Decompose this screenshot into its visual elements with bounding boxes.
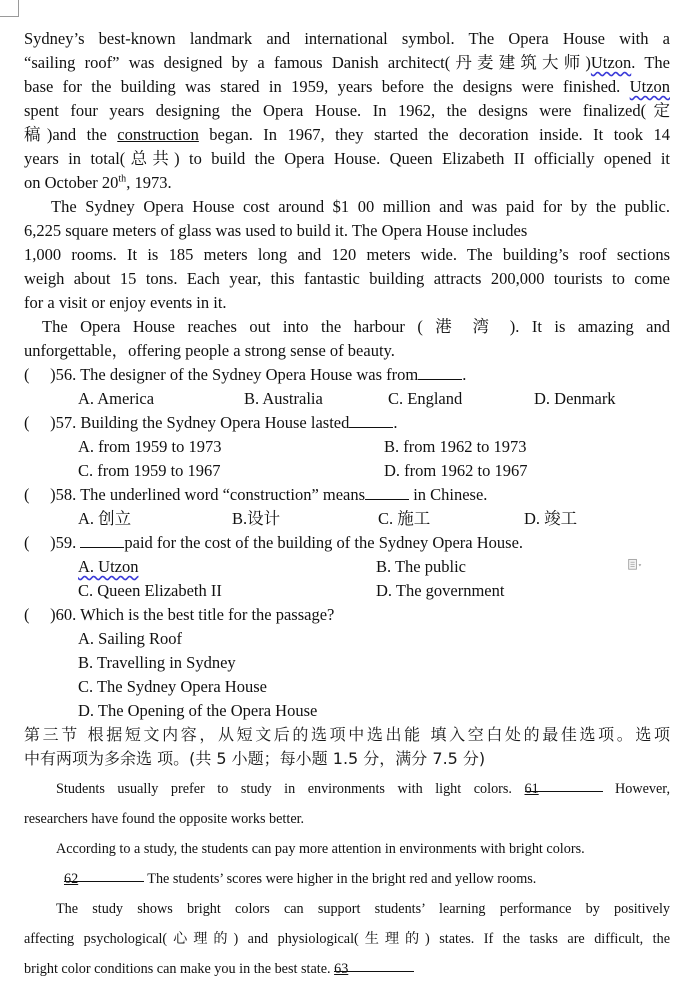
passage-text: However, (615, 781, 671, 797)
answer-blank[interactable] (349, 412, 393, 428)
option-line (24, 627, 670, 651)
options-row (24, 555, 670, 579)
question-stem-end: . (462, 365, 467, 384)
answer-blank[interactable] (365, 484, 409, 500)
options-row (24, 579, 670, 603)
passage-line: weigh about 15 tons. Each year, this fantastic building attracts 200,000 tourists to come (24, 269, 670, 288)
passage-line: unforgettable，offering people a strong sense of beauty. (24, 341, 395, 360)
passage-line: The Opera House reaches out into the harbour ( 港 湾 ). It is amazing and (42, 317, 670, 336)
passage-paragraph-1 (24, 27, 670, 195)
passage-text: The students’ scores were higher in the bright red and yellow rooms. (147, 871, 537, 887)
passage-text: 稿)and the (24, 125, 118, 144)
blank-63[interactable] (334, 954, 414, 977)
option-c[interactable]: C. 施工 (378, 509, 431, 528)
answer-blank[interactable] (80, 532, 124, 548)
question-stem: ( )56. The designer of the Sydney Opera House was from (24, 365, 419, 384)
question-57 (24, 411, 670, 435)
answer-blank[interactable] (418, 364, 462, 380)
passage-line (24, 774, 670, 804)
utzon-wavy-word: Utzon (590, 53, 632, 72)
passage-line (24, 75, 670, 99)
option-a[interactable]: A. 创立 (78, 509, 132, 528)
question-stem: ( )59. (24, 533, 81, 552)
section-heading-line: 中有两项为多余选 项。(共 5 小题；每小题 1.5 分，满分 7.5 分) (24, 749, 486, 768)
option-a[interactable] (78, 555, 376, 579)
passage-line: 6,225 square meters of glass was used to build it. The Opera House includes (24, 221, 528, 240)
date-superscript: th (118, 173, 127, 185)
blank-number: 63 (334, 961, 349, 977)
option-c[interactable]: C. The Sydney Opera House (78, 677, 267, 696)
question-60 (24, 603, 670, 627)
passage-text: bright color conditions can make you in the best state. (24, 961, 331, 977)
option-d[interactable]: D. The government (376, 581, 505, 600)
option-c[interactable]: C. England (388, 389, 463, 408)
option-b[interactable]: B. The public (376, 557, 466, 576)
passage-line: researchers have found the opposite works better. (24, 811, 305, 827)
paste-options-icon[interactable] (628, 557, 642, 573)
option-line (24, 675, 670, 699)
document-page (24, 27, 670, 984)
question-stem-end: in Chinese. (409, 485, 488, 504)
passage-text: , 1973. (126, 173, 172, 192)
passage-line: years in total(总共) to build the Opera House. Queen Elizabeth II officially opened it (24, 149, 670, 168)
options-row (24, 459, 670, 483)
question-stem: ( )60. Which is the best title for the passage? (24, 605, 335, 624)
passage-line (24, 171, 670, 195)
page-corner-mark (0, 0, 19, 17)
passage-text: began. In 1967, they started the decoration inside. It took 14 (198, 125, 670, 144)
option-b[interactable]: B. Travelling in Sydney (78, 653, 236, 672)
passage-text: on October 20 (24, 173, 119, 192)
option-c[interactable]: C. Queen Elizabeth II (78, 581, 222, 600)
passage-paragraph-2 (24, 195, 670, 315)
passage-text: . The (631, 53, 670, 72)
option-b[interactable]: B.设计 (232, 509, 281, 528)
passage-line (24, 51, 670, 75)
section-3-passage (24, 774, 670, 984)
blank-number: 62 (64, 871, 79, 887)
question-stem: ( )58. The underlined word “construction” means (24, 485, 366, 504)
question-stem-end: paid for the cost of the building of the Sydney Opera House. (124, 533, 524, 552)
options-row (24, 507, 670, 531)
utzon-wavy-word: Utzon (629, 77, 670, 96)
option-c[interactable]: C. from 1959 to 1967 (78, 461, 221, 480)
section-3-heading (24, 723, 670, 771)
options-row (24, 435, 670, 459)
options-row (24, 387, 670, 411)
option-a[interactable]: A. from 1959 to 1973 (78, 437, 222, 456)
blank-62[interactable] (64, 864, 144, 887)
blank-61[interactable] (524, 774, 603, 797)
passage-text: “sailing roof” was designed by a famous Danish architect(丹麦建筑大师) (24, 53, 591, 72)
question-56 (24, 363, 670, 387)
blank-number: 61 (524, 781, 539, 797)
passage-text: Students usually prefer to study in environments with light colors. (56, 781, 512, 797)
passage-line (24, 864, 670, 894)
passage-text: base for the building was stared in 1959, years before the designs were finished. (24, 77, 621, 96)
passage-paragraph-3 (24, 315, 670, 363)
option-d[interactable]: D. 竣工 (524, 509, 578, 528)
option-d[interactable]: D. Denmark (534, 389, 616, 408)
option-b[interactable]: B. from 1962 to 1973 (384, 437, 527, 456)
passage-line: for a visit or enjoy events in it. (24, 293, 227, 312)
passage-line (24, 123, 670, 147)
question-stem: ( )57. Building the Sydney Opera House lasted (24, 413, 350, 432)
passage-line: affecting psychological(心理的) and physiological(生理的) states. If the tasks are difficult, the (24, 931, 670, 947)
option-d[interactable]: D. The Opening of the Opera House (78, 701, 318, 720)
question-stem-end: . (393, 413, 398, 432)
option-line (24, 651, 670, 675)
option-line (24, 699, 670, 723)
passage-line: According to a study, the students can pay more attention in environments with bright colors. (56, 841, 585, 857)
question-59 (24, 531, 670, 555)
passage-line: Sydney’s best-known landmark and international symbol. The Opera House with a (24, 29, 670, 48)
passage-line: 1,000 rooms. It is 185 meters long and 120 meters wide. The building’s roof sections (24, 245, 670, 264)
option-a[interactable]: A. Sailing Roof (78, 629, 183, 648)
option-a[interactable]: A. America (78, 389, 155, 408)
passage-line: spent four years designing the Opera House. In 1962, the designs were finalized(定 (24, 101, 670, 120)
option-a-text: A. Utzon (78, 557, 139, 576)
passage-line: The Sydney Opera House cost around $1 00 million and was paid for by the public. (51, 197, 670, 216)
question-58 (24, 483, 670, 507)
section-heading-line: 第三节 根据短文内容，从短文后的选项中选出能 填入空白处的最佳选项。选项 (24, 725, 670, 744)
passage-line: The study shows bright colors can support students’ learning performance by positively (56, 901, 670, 917)
option-b[interactable]: B. Australia (244, 389, 323, 408)
underlined-construction-word: construction (117, 125, 199, 144)
option-d[interactable]: D. from 1962 to 1967 (384, 461, 528, 480)
